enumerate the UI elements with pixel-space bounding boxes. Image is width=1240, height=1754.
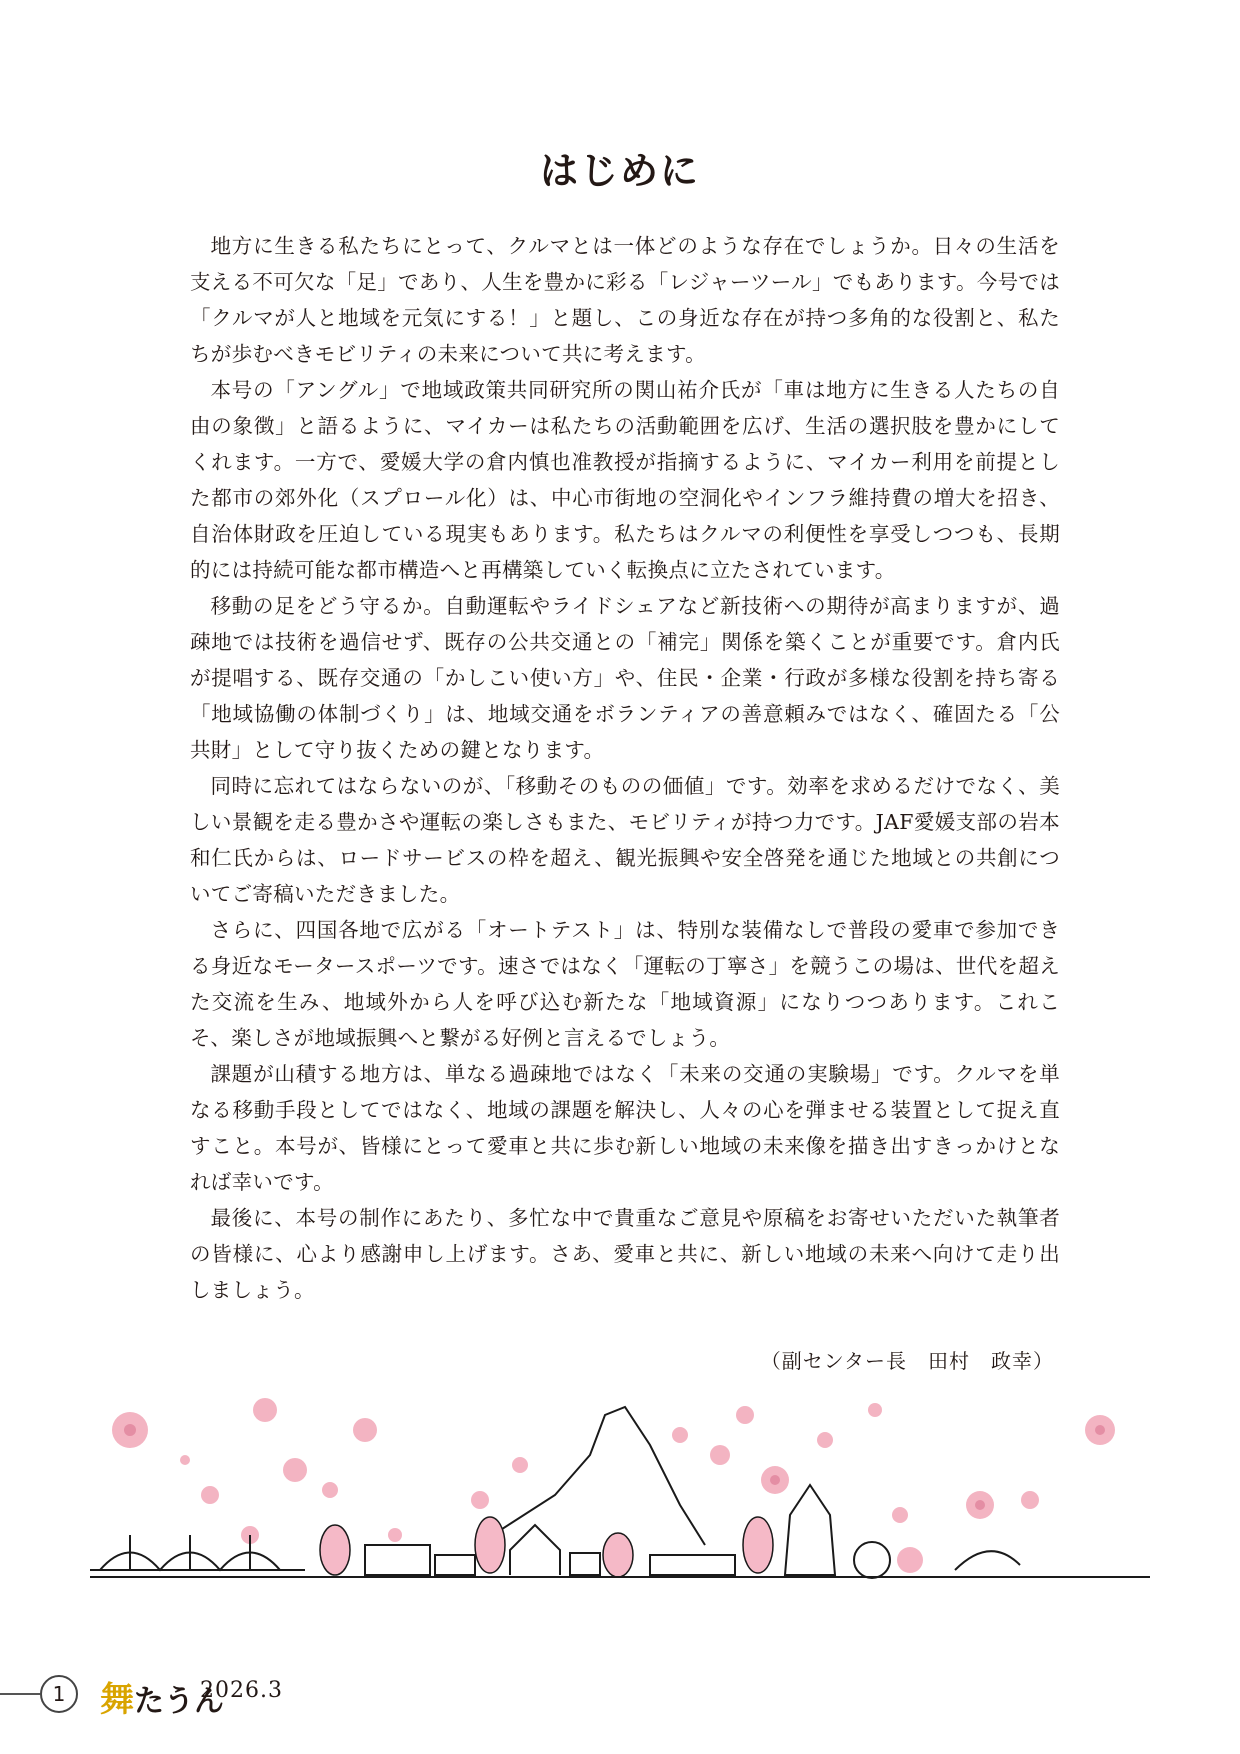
footer-rule <box>0 1693 40 1695</box>
paragraph: 本号の「アングル」で地域政策共同研究所の関山祐介氏が「車は地方に生きる人たちの自由の象徴」と語るように、マイカーは私たちの活動範囲を広げ、生活の選択肢を豊かにしてくれます。一方で、愛媛大学の倉内慎也准教授が指摘するように、マイカー利用を前提とした都市の郊外化（スプロール化）は、中心市街地の空洞化やインフラ維持費の増大を招き、自治体財政を圧迫している現実もあります。私たちはクルマの利便性を享受しつつも、長期的には持続可能な都市構造へと再構築していく転換点に立たされています。 <box>190 378 1060 582</box>
page-number: 1 <box>40 1675 78 1713</box>
paragraph: 同時に忘れてはならないのが、「移動そのものの価値」です。効率を求めるだけでなく、美しい景観を走る豊かさや運転の楽しさもまた、モビリティが持つ力です。JAF愛媛支部の岩本和仁氏からは、ロードサービスの枠を超え、観光振興や安全啓発を通じた地域との共創についてご寄稿いただきました。 <box>190 774 1060 906</box>
cherry-trees <box>320 1517 773 1577</box>
author-signature: （副センター長 田村 政幸） <box>760 1349 1054 1373</box>
body-text <box>190 228 1060 1308</box>
paragraph: さらに、四国各地で広がる「オートテスト」は、特別な装備なしで普段の愛車で参加できる身近なモータースポーツです。速さではなく「運転の丁寧さ」を競うこの場は、世代を超えた交流を生み、地域外から人を呼び込む新たな「地域資源」になりつつあります。これこそ、楽しさが地域振興へと繋がる好例と言えるでしょう。 <box>190 918 1060 1050</box>
magazine-logo-rest: たうん <box>134 1684 224 1719</box>
magazine-logo-first-char: 舞 <box>100 1680 134 1720</box>
paragraph: 最後に、本号の制作にあたり、多忙な中で貴重なご意見や原稿をお寄せいただいた執筆者の皆様に、心より感謝申し上げます。さあ、愛車と共に、新しい地域の未来へ向けて走り出しましょう。 <box>190 1206 1060 1302</box>
issue-date: 2026.3 <box>200 1678 283 1703</box>
cityscape-illustration-icon <box>90 1385 1150 1585</box>
bridge <box>90 1535 305 1570</box>
mountain <box>485 1407 705 1545</box>
paragraph: 移動の足をどう守るか。自動運転やライドシェアなど新技術への期待が高まりますが、過疎地では技術を過信せず、既存の公共交通との「補完」関係を築くことが重要です。倉内氏が提唱する、既存交通の「かしこい使い方」や、住民・企業・行政が多様な役割を持ち寄る「地域協働の体制づくり」は、地域交通をボランティアの善意頼みではなく、確固たる「公共財」として守り抜くための鍵となります。 <box>190 594 1060 762</box>
paragraph: 課題が山積する地方は、単なる過疎地ではなく「未来の交通の実験場」です。クルマを単なる移動手段としてではなく、地域の課題を解決し、人々の心を弾ませる装置として捉え直すこと。本号が、皆様にとって愛車と共に歩む新しい地域の未来像を描き出すきっかけとなれば幸いです。 <box>190 1062 1060 1194</box>
paragraph: 地方に生きる私たちにとって、クルマとは一体どのような存在でしょうか。日々の生活を支える不可欠な「足」であり、人生を豊かに彩る「レジャーツール」でもあります。今号では「クルマが人と地域を元気にする！」と題し、この身近な存在が持つ多角的な役割と、私たちが歩むべきモビリティの未来について共に考えます。 <box>190 234 1060 366</box>
page-title: はじめに <box>539 149 700 193</box>
